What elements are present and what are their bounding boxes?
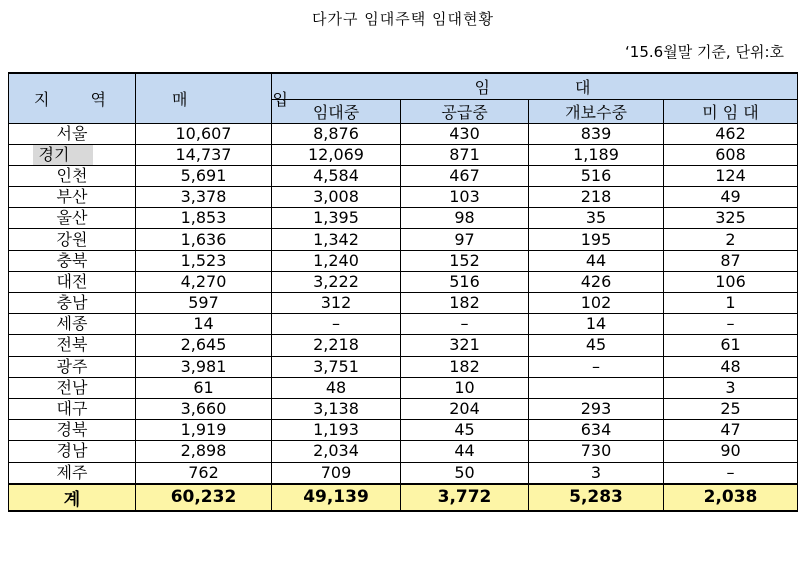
cell-purchase: 1,636 bbox=[136, 229, 272, 250]
lease-status-table bbox=[8, 72, 798, 512]
cell-supplying: 430 bbox=[401, 123, 529, 144]
cell-vacant: – bbox=[664, 314, 798, 335]
cell-repair: 195 bbox=[529, 229, 664, 250]
header-supplying: 공급중 bbox=[401, 99, 529, 123]
unit-note: ‘15.6월말 기준, 단위:호 bbox=[625, 43, 784, 61]
table-row bbox=[9, 314, 798, 335]
cell-region: 충북 bbox=[9, 250, 136, 271]
cell-vacant: 61 bbox=[664, 335, 798, 356]
cell-leased: 1,240 bbox=[272, 250, 401, 271]
table-row bbox=[9, 187, 798, 208]
cell-purchase: 1,523 bbox=[136, 250, 272, 271]
cell-vacant: 47 bbox=[664, 420, 798, 441]
table-row bbox=[9, 335, 798, 356]
table-row bbox=[9, 441, 798, 462]
cell-vacant: 25 bbox=[664, 398, 798, 419]
cell-supplying: 103 bbox=[401, 187, 529, 208]
cell-vacant: 48 bbox=[664, 356, 798, 377]
header-vacant: 미 임 대 bbox=[664, 99, 798, 123]
cell-leased: 2,218 bbox=[272, 335, 401, 356]
cell-region: 인천 bbox=[9, 165, 136, 186]
cell-region: 대구 bbox=[9, 398, 136, 419]
cell-repair: 426 bbox=[529, 271, 664, 292]
cell-supplying: 182 bbox=[401, 356, 529, 377]
cell-vacant: 608 bbox=[664, 144, 798, 165]
cell-vacant: 106 bbox=[664, 271, 798, 292]
region-highlight: 경기 bbox=[33, 145, 94, 165]
table-row bbox=[9, 165, 798, 186]
cell-leased: 3,138 bbox=[272, 398, 401, 419]
cell-supplying: 97 bbox=[401, 229, 529, 250]
total-leased: 49,139 bbox=[272, 484, 401, 511]
cell-region: 전남 bbox=[9, 377, 136, 398]
cell-supplying: 467 bbox=[401, 165, 529, 186]
cell-purchase: 3,981 bbox=[136, 356, 272, 377]
cell-leased: 2,034 bbox=[272, 441, 401, 462]
cell-repair: 516 bbox=[529, 165, 664, 186]
table-row bbox=[9, 356, 798, 377]
cell-repair: 293 bbox=[529, 398, 664, 419]
table-row bbox=[9, 293, 798, 314]
cell-region: 대전 bbox=[9, 271, 136, 292]
cell-repair: 44 bbox=[529, 250, 664, 271]
table-row bbox=[9, 420, 798, 441]
cell-region: 광주 bbox=[9, 356, 136, 377]
header-region: 지 역 bbox=[9, 73, 136, 123]
cell-leased: 3,751 bbox=[272, 356, 401, 377]
table-row bbox=[9, 229, 798, 250]
cell-vacant: 1 bbox=[664, 293, 798, 314]
cell-purchase: 1,853 bbox=[136, 208, 272, 229]
header-purchase: 매 입 bbox=[136, 73, 272, 123]
header-lease: 임 대 bbox=[272, 73, 798, 99]
cell-vacant: 2 bbox=[664, 229, 798, 250]
cell-repair: 634 bbox=[529, 420, 664, 441]
cell-vacant: 49 bbox=[664, 187, 798, 208]
cell-region: 충남 bbox=[9, 293, 136, 314]
cell-repair: 1,189 bbox=[529, 144, 664, 165]
table-row bbox=[9, 462, 798, 484]
page-title: 다가구 임대주택 임대현황 bbox=[312, 10, 494, 28]
total-row bbox=[9, 484, 798, 511]
cell-leased: 3,008 bbox=[272, 187, 401, 208]
header-repair: 개보수중 bbox=[529, 99, 664, 123]
cell-region: 경남 bbox=[9, 441, 136, 462]
header-leased: 임대중 bbox=[272, 99, 401, 123]
table-body bbox=[9, 123, 798, 484]
cell-vacant: 124 bbox=[664, 165, 798, 186]
cell-leased: 3,222 bbox=[272, 271, 401, 292]
cell-purchase: 14 bbox=[136, 314, 272, 335]
cell-region: 제주 bbox=[9, 462, 136, 484]
cell-purchase: 597 bbox=[136, 293, 272, 314]
cell-supplying: 152 bbox=[401, 250, 529, 271]
cell-supplying: 50 bbox=[401, 462, 529, 484]
cell-supplying: 98 bbox=[401, 208, 529, 229]
cell-purchase: 762 bbox=[136, 462, 272, 484]
cell-region: 세종 bbox=[9, 314, 136, 335]
cell-region: 울산 bbox=[9, 208, 136, 229]
cell-purchase: 61 bbox=[136, 377, 272, 398]
cell-region: 강원 bbox=[9, 229, 136, 250]
cell-supplying: 871 bbox=[401, 144, 529, 165]
cell-repair: 218 bbox=[529, 187, 664, 208]
total-repair: 5,283 bbox=[529, 484, 664, 511]
cell-repair: 35 bbox=[529, 208, 664, 229]
table-row bbox=[9, 123, 798, 144]
cell-repair: 730 bbox=[529, 441, 664, 462]
cell-leased: 12,069 bbox=[272, 144, 401, 165]
cell-region: 경북 bbox=[9, 420, 136, 441]
cell-purchase: 3,660 bbox=[136, 398, 272, 419]
cell-vacant: 3 bbox=[664, 377, 798, 398]
cell-repair: – bbox=[529, 356, 664, 377]
cell-supplying: 516 bbox=[401, 271, 529, 292]
cell-repair: 102 bbox=[529, 293, 664, 314]
table-row bbox=[9, 144, 798, 165]
total-supplying: 3,772 bbox=[401, 484, 529, 511]
table-row bbox=[9, 250, 798, 271]
cell-vacant: 325 bbox=[664, 208, 798, 229]
cell-leased: 4,584 bbox=[272, 165, 401, 186]
cell-repair: 839 bbox=[529, 123, 664, 144]
table-row bbox=[9, 271, 798, 292]
total-vacant: 2,038 bbox=[664, 484, 798, 511]
cell-supplying: – bbox=[401, 314, 529, 335]
cell-leased: 1,193 bbox=[272, 420, 401, 441]
cell-purchase: 10,607 bbox=[136, 123, 272, 144]
table-row bbox=[9, 377, 798, 398]
cell-supplying: 45 bbox=[401, 420, 529, 441]
cell-region: 부산 bbox=[9, 187, 136, 208]
cell-purchase: 4,270 bbox=[136, 271, 272, 292]
cell-region bbox=[9, 144, 136, 165]
cell-leased: 1,342 bbox=[272, 229, 401, 250]
cell-purchase: 14,737 bbox=[136, 144, 272, 165]
cell-leased: 312 bbox=[272, 293, 401, 314]
cell-supplying: 182 bbox=[401, 293, 529, 314]
cell-region: 서울 bbox=[9, 123, 136, 144]
cell-purchase: 2,898 bbox=[136, 441, 272, 462]
cell-purchase: 2,645 bbox=[136, 335, 272, 356]
cell-vacant: 462 bbox=[664, 123, 798, 144]
cell-supplying: 10 bbox=[401, 377, 529, 398]
cell-vacant: 90 bbox=[664, 441, 798, 462]
cell-supplying: 321 bbox=[401, 335, 529, 356]
cell-supplying: 44 bbox=[401, 441, 529, 462]
cell-leased: 8,876 bbox=[272, 123, 401, 144]
cell-repair: 14 bbox=[529, 314, 664, 335]
cell-purchase: 1,919 bbox=[136, 420, 272, 441]
cell-repair bbox=[529, 377, 664, 398]
cell-purchase: 5,691 bbox=[136, 165, 272, 186]
cell-vacant: – bbox=[664, 462, 798, 484]
table-row bbox=[9, 398, 798, 419]
cell-leased: 709 bbox=[272, 462, 401, 484]
cell-vacant: 87 bbox=[664, 250, 798, 271]
cell-repair: 3 bbox=[529, 462, 664, 484]
cell-leased: 48 bbox=[272, 377, 401, 398]
total-purchase: 60,232 bbox=[136, 484, 272, 511]
cell-region: 전북 bbox=[9, 335, 136, 356]
cell-leased: 1,395 bbox=[272, 208, 401, 229]
cell-leased: – bbox=[272, 314, 401, 335]
total-label: 계 bbox=[9, 484, 136, 511]
table-row bbox=[9, 208, 798, 229]
cell-supplying: 204 bbox=[401, 398, 529, 419]
cell-purchase: 3,378 bbox=[136, 187, 272, 208]
cell-repair: 45 bbox=[529, 335, 664, 356]
